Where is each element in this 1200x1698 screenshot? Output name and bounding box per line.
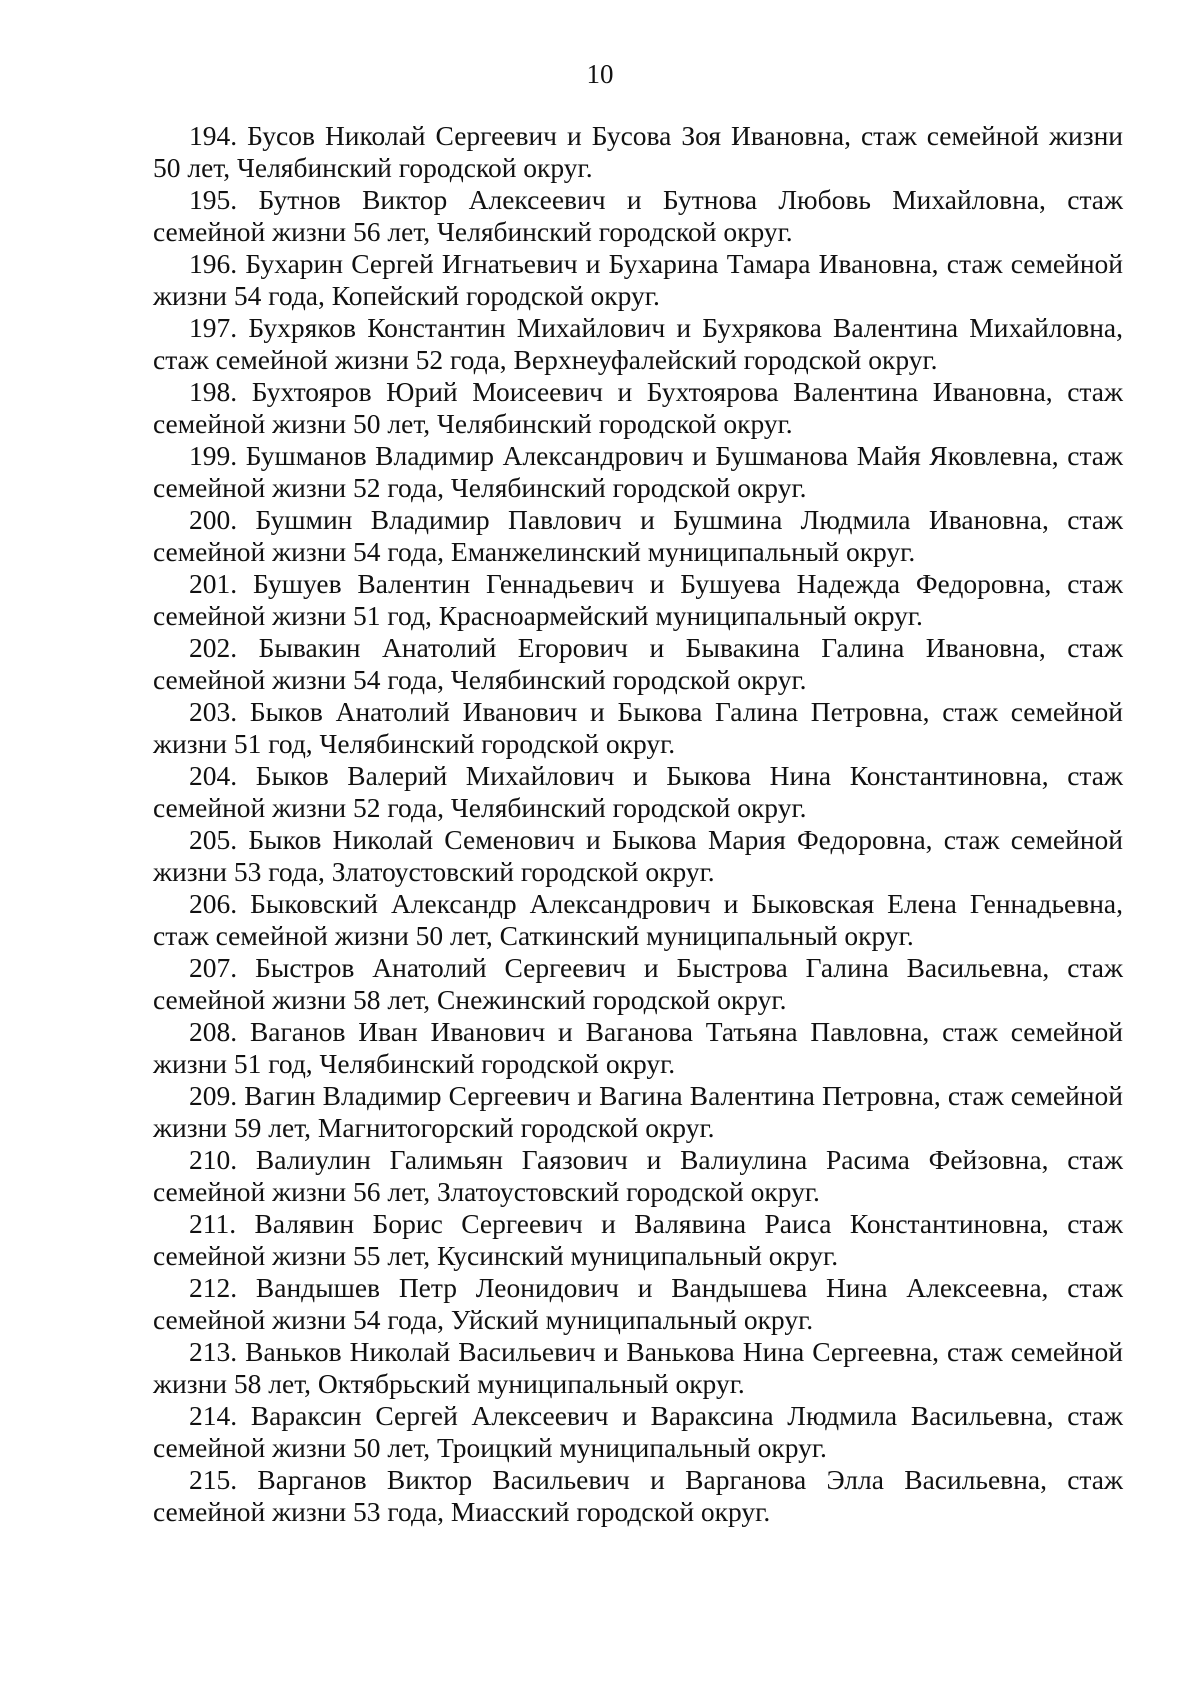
entry-list	[153, 120, 1123, 1528]
entry-number: 210.	[189, 1144, 238, 1175]
entry-text: Вагин Владимир Сергеевич и Вагина Валентина Петровна, стаж семейной жизни 59 лет, Магнитогорский городской округ.	[153, 1080, 1123, 1143]
list-item	[153, 184, 1123, 248]
list-item	[153, 1400, 1123, 1464]
entry-text: Быков Анатолий Иванович и Быкова Галина Петровна, стаж семейной жизни 51 год, Челябинский городской округ.	[153, 696, 1124, 759]
list-item	[153, 1144, 1123, 1208]
entry-number: 194.	[189, 120, 238, 151]
entry-text: Вандышев Петр Леонидович и Вандышева Нина Алексеевна, стаж семейной жизни 54 года, Уйский муниципальный округ.	[153, 1272, 1123, 1335]
list-item	[153, 824, 1123, 888]
entry-text: Быковский Александр Александрович и Быковская Елена Геннадьевна, стаж семейной жизни 50 лет, Саткинский муниципальный округ.	[153, 888, 1123, 951]
entry-number: 215.	[189, 1464, 238, 1495]
entry-number: 213.	[189, 1336, 238, 1367]
list-item	[153, 1080, 1123, 1144]
page-number: 10	[586, 59, 614, 89]
list-item	[153, 440, 1123, 504]
list-item	[153, 248, 1123, 312]
entry-number: 208.	[189, 1016, 238, 1047]
list-item	[153, 952, 1123, 1016]
entry-number: 209.	[189, 1080, 238, 1111]
entry-text: Бухтояров Юрий Моисеевич и Бухтоярова Валентина Ивановна, стаж семейной жизни 50 лет, Челябинский городской округ.	[153, 376, 1123, 439]
list-item	[153, 696, 1123, 760]
list-item	[153, 1016, 1123, 1080]
entry-text: Бушуев Валентин Геннадьевич и Бушуева Надежда Федоровна, стаж семейной жизни 51 год, Красноармейский муниципальный округ.	[153, 568, 1124, 631]
entry-text: Быков Валерий Михайлович и Быкова Нина Константиновна, стаж семейной жизни 52 года, Челябинский городской округ.	[153, 760, 1123, 823]
entry-text: Валявин Борис Сергеевич и Валявина Раиса Константиновна, стаж семейной жизни 55 лет, Кусинский муниципальный округ.	[153, 1208, 1123, 1271]
entry-number: 201.	[189, 568, 238, 599]
entry-text: Бутнов Виктор Алексеевич и Бутнова Любовь Михайловна, стаж семейной жизни 56 лет, Челябинский городской округ.	[153, 184, 1124, 247]
entry-number: 212.	[189, 1272, 238, 1303]
entry-number: 204.	[189, 760, 238, 791]
entry-number: 198.	[189, 376, 238, 407]
entry-text: Быков Николай Семенович и Быкова Мария Федоровна, стаж семейной жизни 53 года, Златоустовский городской округ.	[153, 824, 1123, 887]
entry-number: 197.	[189, 312, 238, 343]
entry-text: Бухарин Сергей Игнатьевич и Бухарина Тамара Ивановна, стаж семейной жизни 54 года, Копейский городской округ.	[153, 248, 1123, 311]
list-item	[153, 760, 1123, 824]
entry-number: 203.	[189, 696, 238, 727]
entry-number: 205.	[189, 824, 238, 855]
list-item	[153, 1272, 1123, 1336]
list-item	[153, 1464, 1123, 1528]
list-item	[153, 632, 1123, 696]
entry-number: 206.	[189, 888, 238, 919]
entry-text: Бушмин Владимир Павлович и Бушмина Людмила Ивановна, стаж семейной жизни 54 года, Еманжелинский муниципальный округ.	[153, 504, 1123, 567]
list-item	[153, 568, 1123, 632]
entry-text: Варганов Виктор Васильевич и Варганова Элла Васильевна, стаж семейной жизни 53 года, Миасский городской округ.	[153, 1464, 1123, 1527]
list-item	[153, 504, 1123, 568]
entry-number: 195.	[189, 184, 238, 215]
entry-text: Вараксин Сергей Алексеевич и Вараксина Людмила Васильевна, стаж семейной жизни 50 лет, Троицкий муниципальный округ.	[153, 1400, 1124, 1463]
entry-number: 200.	[189, 504, 238, 535]
entry-number: 214.	[189, 1400, 238, 1431]
entry-number: 199.	[189, 440, 238, 471]
list-item	[153, 376, 1123, 440]
list-item	[153, 888, 1123, 952]
entry-number: 207.	[189, 952, 238, 983]
list-item	[153, 120, 1123, 184]
entry-text: Бусов Николай Сергеевич и Бусова Зоя Ивановна, стаж семейной жизни 50 лет, Челябинский городской округ.	[153, 120, 1123, 183]
entry-text: Ваньков Николай Васильевич и Ванькова Нина Сергеевна, стаж семейной жизни 58 лет, Октябрьский муниципальный округ.	[153, 1336, 1123, 1399]
entry-number: 196.	[189, 248, 238, 279]
entry-text: Быстров Анатолий Сергеевич и Быстрова Галина Васильевна, стаж семейной жизни 58 лет, Снежинский городской округ.	[153, 952, 1124, 1015]
list-item	[153, 1208, 1123, 1272]
entry-number: 211.	[189, 1208, 237, 1239]
entry-text: Ваганов Иван Иванович и Ваганова Татьяна Павловна, стаж семейной жизни 51 год, Челябинский городской округ.	[153, 1016, 1123, 1079]
entry-number: 202.	[189, 632, 238, 663]
entry-text: Бухряков Константин Михайлович и Бухрякова Валентина Михайловна, стаж семейной жизни 52 года, Верхнеуфалейский городской округ.	[153, 312, 1124, 375]
list-item	[153, 1336, 1123, 1400]
entry-text: Бывакин Анатолий Егорович и Бывакина Галина Ивановна, стаж семейной жизни 54 года, Челябинский городской округ.	[153, 632, 1123, 695]
list-item	[153, 312, 1123, 376]
entry-text: Валиулин Галимьян Гаязович и Валиулина Расима Фейзовна, стаж семейной жизни 56 лет, Златоустовский городской округ.	[153, 1144, 1124, 1207]
entry-text: Бушманов Владимир Александрович и Бушманова Майя Яковлевна, стаж семейной жизни 52 года, Челябинский городской округ.	[153, 440, 1124, 503]
